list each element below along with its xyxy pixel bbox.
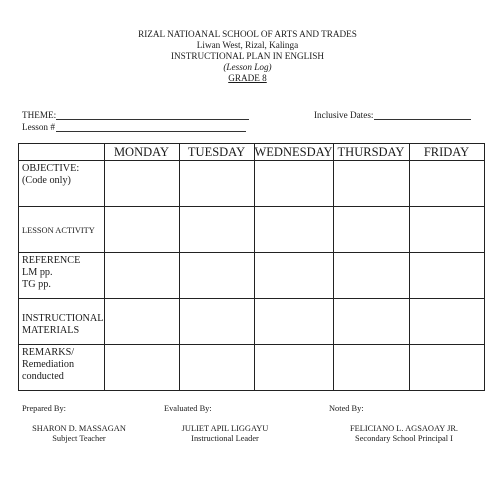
- prepared-by-label: Prepared By:: [22, 404, 66, 413]
- noted-signature: [334, 424, 474, 444]
- theme-blank[interactable]: [56, 119, 249, 120]
- evaluated-signature: [160, 424, 290, 444]
- noted-by-label: Noted By:: [329, 404, 364, 413]
- table-row: [19, 161, 485, 207]
- cell-monday[interactable]: [104, 345, 179, 391]
- table-row: [19, 253, 485, 299]
- cell-friday[interactable]: [409, 207, 484, 253]
- cell-tuesday[interactable]: [179, 345, 254, 391]
- evaluated-name: JULIET APIL LIGGAYU: [181, 424, 269, 433]
- cell-thursday[interactable]: [333, 161, 409, 207]
- grade-level: GRADE 8: [228, 73, 267, 83]
- day-header-friday: FRIDAY: [409, 144, 484, 161]
- day-header-wednesday: WEDNESDAY: [254, 145, 333, 159]
- evaluated-by-label: Evaluated By:: [164, 404, 212, 413]
- cell-friday[interactable]: [409, 345, 484, 391]
- cell-wednesday[interactable]: [254, 161, 333, 207]
- evaluated-role: Instructional Leader: [191, 434, 259, 443]
- prepared-signature: [14, 424, 144, 444]
- lesson-label: Lesson #: [22, 122, 55, 132]
- cell-monday[interactable]: [104, 161, 179, 207]
- theme-label: THEME:: [22, 110, 57, 120]
- day-header-tuesday: TUESDAY: [179, 144, 254, 161]
- cell-monday[interactable]: [104, 207, 179, 253]
- table-header-row: [19, 144, 485, 161]
- school-name: RIZAL NATIOANAL SCHOOL OF ARTS AND TRADES: [138, 29, 357, 39]
- cell-friday[interactable]: [409, 161, 484, 207]
- plan-title: INSTRUCTIONAL PLAN IN ENGLISH: [170, 51, 325, 61]
- cell-wednesday[interactable]: [254, 253, 333, 299]
- noted-role: Secondary School Principal I: [355, 434, 453, 443]
- day-header-monday: MONDAY: [104, 144, 179, 161]
- row-label-lesson-activity: LESSON ACTIVITY: [19, 207, 105, 253]
- cell-friday[interactable]: [409, 253, 484, 299]
- row-label-instructional-materials: INSTRUCTIONAL MATERIALS: [19, 299, 105, 345]
- corner-cell: [19, 144, 105, 161]
- school-address: Liwan West, Rizal, Kalinga: [196, 40, 299, 50]
- table-row: [19, 345, 485, 391]
- cell-thursday[interactable]: [333, 299, 409, 345]
- inclusive-dates-blank[interactable]: [374, 119, 471, 120]
- table-row: [19, 299, 485, 345]
- cell-wednesday[interactable]: [254, 299, 333, 345]
- inclusive-dates-label: Inclusive Dates:: [314, 110, 374, 120]
- document-header: [0, 29, 495, 84]
- cell-wednesday[interactable]: [254, 345, 333, 391]
- cell-tuesday[interactable]: [179, 161, 254, 207]
- row-label-remarks: REMARKS/ Remediation conducted: [19, 345, 105, 391]
- plan-subtitle: (Lesson Log): [223, 62, 272, 72]
- cell-tuesday[interactable]: [179, 207, 254, 253]
- prepared-role: Subject Teacher: [52, 434, 106, 443]
- cell-thursday[interactable]: [333, 207, 409, 253]
- row-label-reference: REFERENCE LM pp. TG pp.: [19, 253, 105, 299]
- table-row: [19, 207, 485, 253]
- cell-monday[interactable]: [104, 253, 179, 299]
- day-header-thursday: THURSDAY: [333, 144, 409, 161]
- cell-thursday[interactable]: [333, 253, 409, 299]
- cell-tuesday[interactable]: [179, 299, 254, 345]
- lesson-log-table: [18, 143, 485, 391]
- cell-monday[interactable]: [104, 299, 179, 345]
- prepared-name: SHARON D. MASSAGAN: [32, 424, 126, 433]
- cell-tuesday[interactable]: [179, 253, 254, 299]
- noted-name: FELICIANO L. AGSAOAY JR.: [349, 424, 459, 433]
- cell-thursday[interactable]: [333, 345, 409, 391]
- row-label-objective: OBJECTIVE: (Code only): [19, 161, 105, 207]
- lesson-blank[interactable]: [56, 131, 246, 132]
- cell-friday[interactable]: [409, 299, 484, 345]
- cell-wednesday[interactable]: [254, 207, 333, 253]
